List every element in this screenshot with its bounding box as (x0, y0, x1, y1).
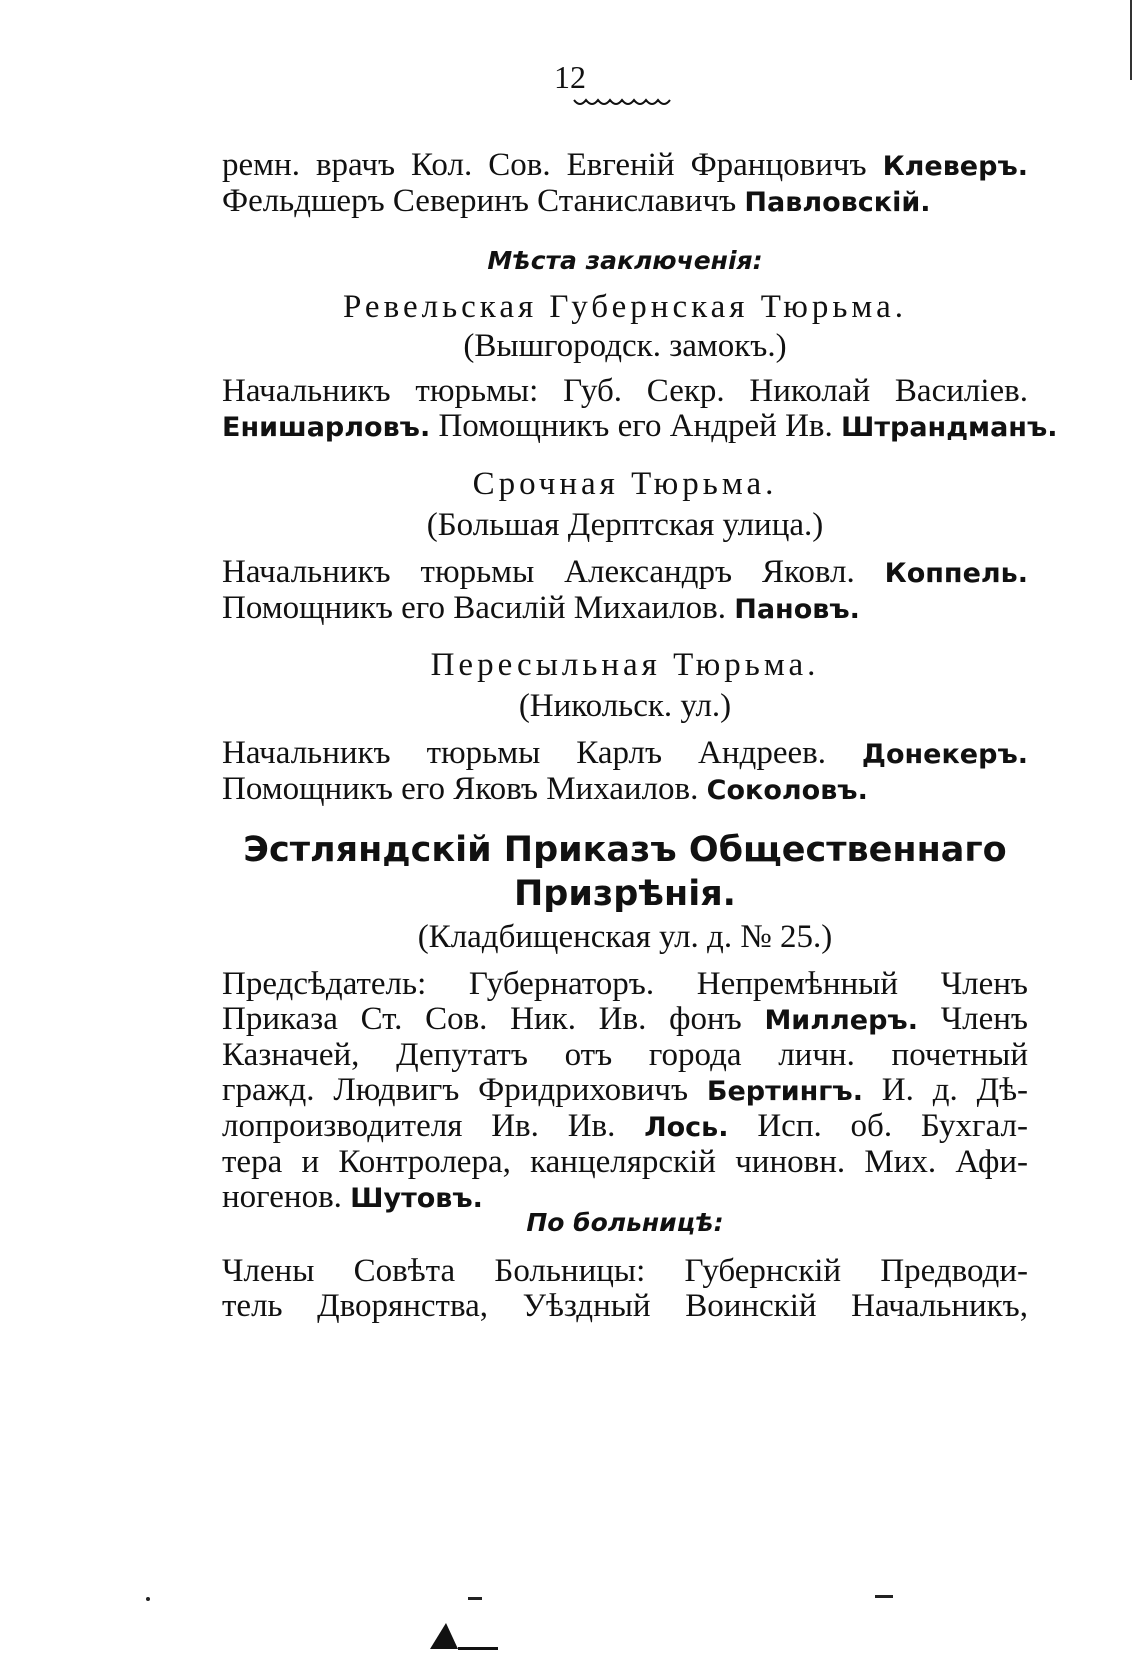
places-heading: Мѣста заключенія: (487, 246, 763, 275)
prison-3-line-1: Начальникъ тюрьмы Карлъ Андреев. Донекеръ. (222, 735, 1028, 771)
prison-3-title: Пересыльная Тюрьма. (430, 647, 820, 683)
prikaz-line-7: ногенов. Шутовъ. (222, 1179, 483, 1215)
prison-2-address: (Большая Дерптская улица.) (426, 507, 824, 543)
page-number: 12 (554, 59, 586, 95)
prison-3-block (222, 648, 1028, 808)
wavy-ornament-icon (572, 96, 672, 108)
hospital-line-2: тель Дворянства, Уѣздный Воинскій Начальникъ, (222, 1288, 1028, 1324)
prikaz-line-4: гражд. Людвигъ Фридриховичъ Бертингъ. И. д. Дѣ- (222, 1072, 1028, 1108)
prikaz-address: (Кладбищенская ул. д. № 25.) (417, 919, 833, 955)
hospital-line-1: Члены Совѣта Больницы: Губернскій Предводи- (222, 1253, 1028, 1289)
prison-2-line-1: Начальникъ тюрьмы Александръ Яковл. Коппель. (222, 554, 1028, 590)
intro-line-1: ремн. врачъ Кол. Сов. Евгеній Францовичъ Клеверъ. (222, 147, 1028, 183)
intro-line-2: Фельдшеръ Северинъ Станиславичъ Павловскій. (222, 183, 931, 219)
prikaz-title-line-1: Эстляндскій Приказъ Общественнаго (243, 830, 1007, 870)
hospital-heading: По больницѣ: (526, 1208, 724, 1237)
prikaz-line-2: Приказа Ст. Сов. Ник. Ив. фонъ Миллеръ. Членъ (222, 1001, 1028, 1037)
prison-2-title: Срочная Тюрьма. (472, 466, 778, 502)
prison-1-line-1: Начальникъ тюрьмы: Губ. Секр. Николай Василіев. (222, 373, 1028, 409)
prikaz-title-line-2: Призрѣнія. (514, 874, 736, 914)
prison-2-block (222, 467, 1028, 627)
prison-3-line-2: Помощникъ его Яковъ Михаилов. Соколовъ. (222, 771, 868, 807)
prison-1-block (222, 289, 1058, 445)
prison-1-line-2: Енишарловъ. Помощникъ его Андрей Ив. Штрандманъ. (222, 408, 1058, 444)
prikaz-line-6: тера и Контролера, канцелярскій чиновн. Мих. Афи- (222, 1144, 1028, 1180)
prikaz-line-5: лопроизводителя Ив. Ив. Лось. Исп. об. Бухгал- (222, 1108, 1028, 1144)
prikaz-line-3: Казначей, Депутатъ отъ города личн. почетный (222, 1037, 1028, 1073)
prison-1-title: Ревельская Губернская Тюрьма. (343, 289, 907, 325)
prikaz-block (222, 828, 1028, 1216)
scan-specks-icon (140, 1585, 960, 1655)
prison-3-address: (Никольск. ул.) (518, 688, 732, 724)
hospital-block (222, 1254, 1028, 1324)
prison-2-line-2: Помощникъ его Василій Михаилов. Пановъ. (222, 590, 860, 626)
intro-block (222, 148, 1028, 220)
prikaz-line-1: Предсѣдатель: Губернаторъ. Непремѣнный Членъ (222, 966, 1028, 1002)
prison-1-address: (Вышгородск. замокъ.) (463, 328, 787, 364)
